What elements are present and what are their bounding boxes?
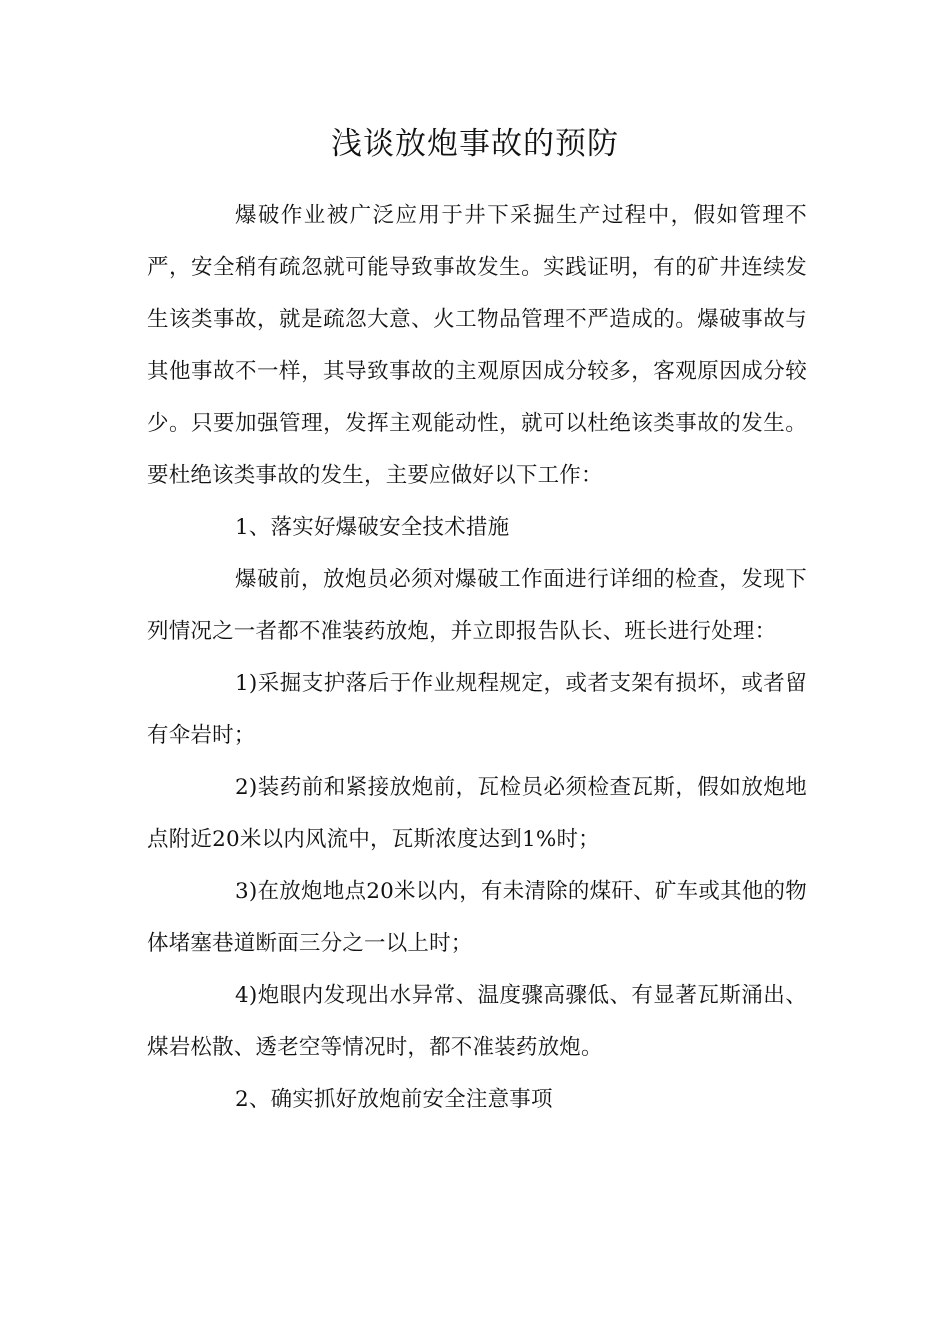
list-item-3: 3)在放炮地点20米以内，有未清除的煤矸、矿车或其他的物体堵塞巷道断面三分之一以上时； bbox=[147, 879, 807, 956]
list-item-2: 2)装药前和紧接放炮前，瓦检员必须检查瓦斯，假如放炮地点附近20米以内风流中，瓦斯浓度达到1%时； bbox=[147, 775, 807, 852]
paragraph-inspection: 爆破前，放炮员必须对爆破工作面进行详细的检查，发现下列情况之一者都不准装药放炮，并立即报告队长、班长进行处理： bbox=[147, 567, 807, 644]
intro-paragraph: 爆破作业被广泛应用于井下采掘生产过程中，假如管理不严，安全稍有疏忽就可能导致事故发生。实践证明，有的矿井连续发生该类事故，就是疏忽大意、火工物品管理不严造成的。爆破事故与其他事故不一样，其导致事故的主观原因成分较多，客观原因成分较少。只要加强管理，发挥主观能动性，就可以杜绝该类事故的发生。要杜绝该类事故的发生，主要应做好以下工作： bbox=[147, 203, 807, 488]
document-title: 浅谈放炮事故的预防 bbox=[331, 126, 619, 162]
document-body bbox=[147, 190, 807, 1126]
list-item-1: 1)采掘支护落后于作业规程规定，或者支架有损坏，或者留有伞岩时； bbox=[147, 671, 807, 748]
section-heading-1: 1、落实好爆破安全技术措施 bbox=[235, 515, 510, 540]
list-item-4: 4)炮眼内发现出水异常、温度骤高骤低、有显著瓦斯涌出、煤岩松散、透老空等情况时，都不准装药放炮。 bbox=[147, 983, 807, 1060]
section-heading-2: 2、确实抓好放炮前安全注意事项 bbox=[235, 1087, 553, 1112]
